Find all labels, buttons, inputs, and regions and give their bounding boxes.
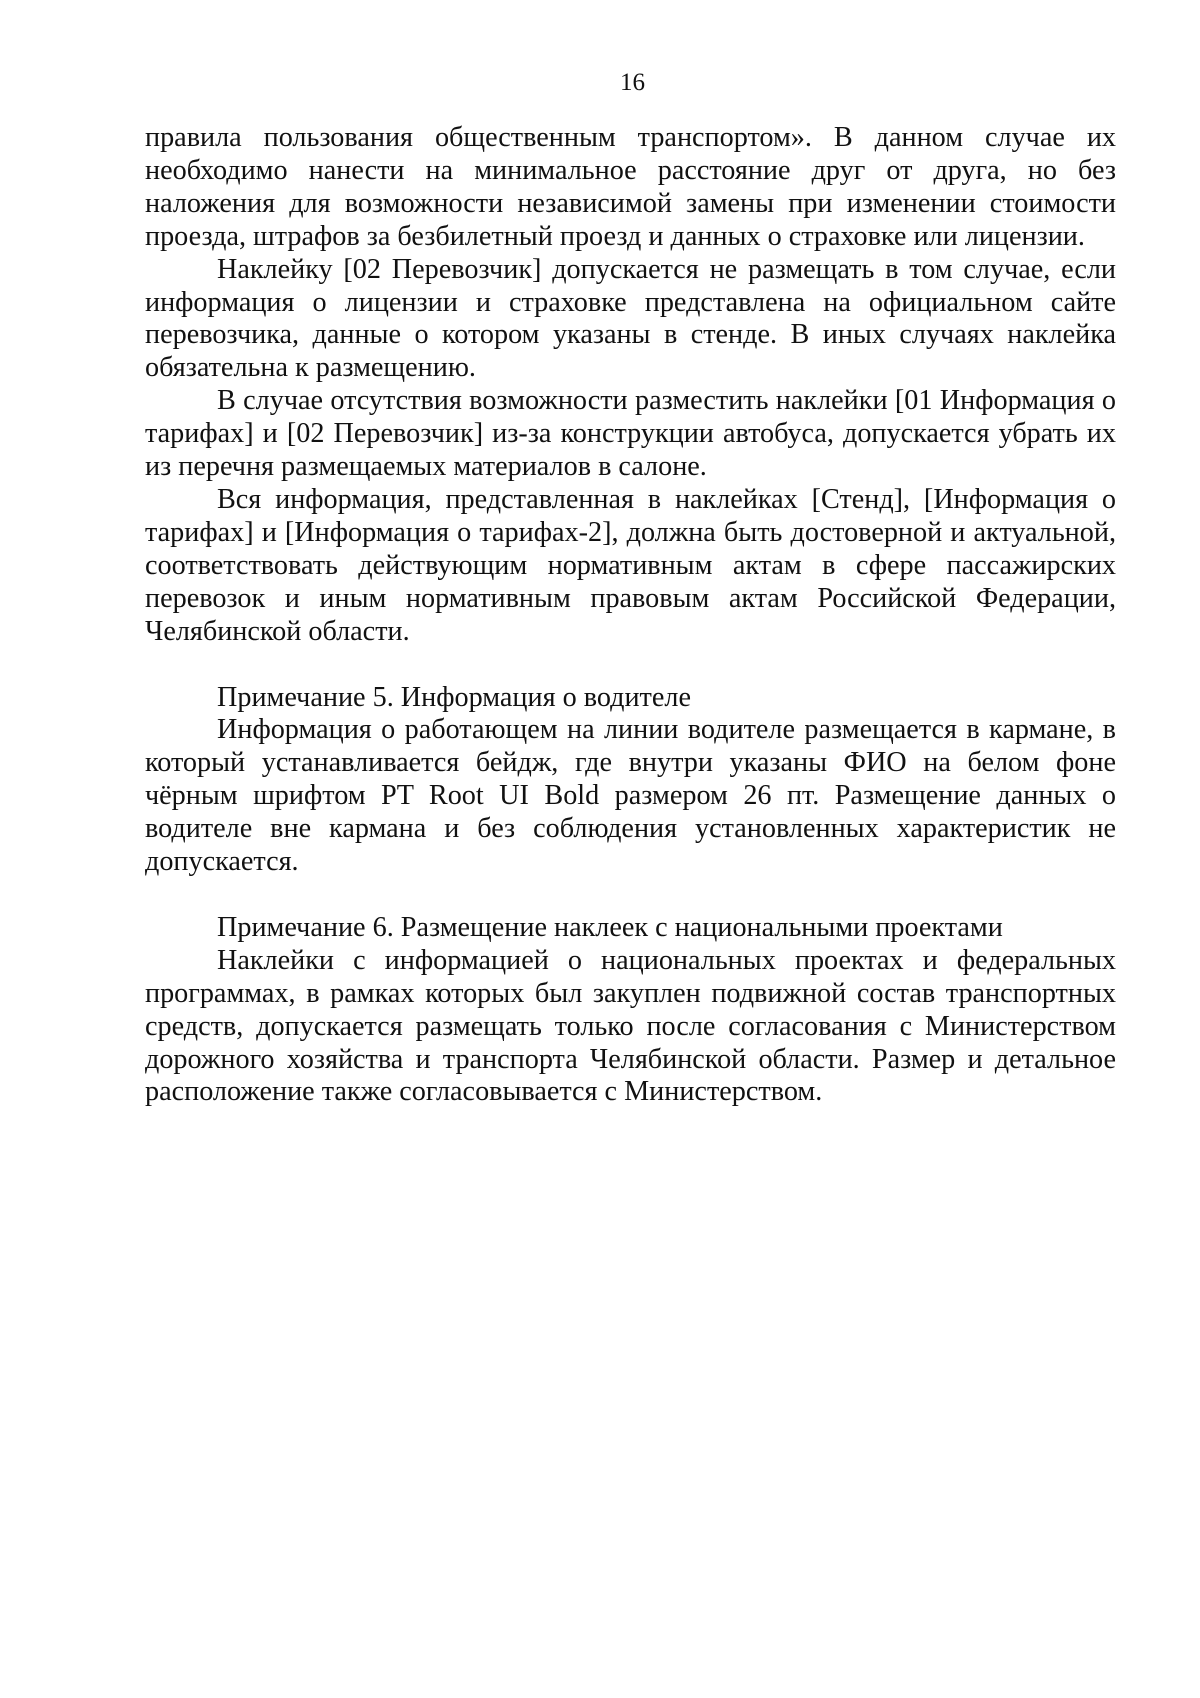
- page-number: 16: [620, 69, 645, 96]
- paragraph-information-accuracy: Вся информация, представленная в наклейках [Стенд], [Информация о тарифах] и [Информация о тарифах-2], должна быть достоверной и актуальной, соответствовать действующим нормативным актам в сфере пассажирских перевозок и иным нормативным правовым актам Российской Федерации, Челябинской области.: [145, 483, 1116, 647]
- paragraph-continuation: правила пользования общественным транспортом». В данном случае их необходимо нанести на минимальное расстояние друг от друга, но без наложения для возможности независимой замены при изменении стоимости проезда, штрафов за безбилетный проезд и данных о страховке или лицензии.: [145, 122, 1116, 252]
- section-spacer: [145, 649, 1116, 682]
- section-spacer: [145, 879, 1116, 912]
- note6-text: Наклейки с информацией о национальных проектах и федеральных программах, в рамках которых был закуплен подвижной состав транспортных средств, допускается размещать только после согласования с Министерством дорожного хозяйства и транспорта Челябинской области. Размер и детальное расположение также согласовывается с Министерством.: [145, 944, 1116, 1108]
- note6-title: Примечание 6. Размещение наклеек с национальными проектами: [217, 911, 1003, 943]
- note5-text: Информация о работающем на линии водителе размещается в кармане, в который устанавливается бейдж, где внутри указаны ФИО на белом фоне чёрным шрифтом PT Root UI Bold размером 26 пт. Размещение данных о водителе вне кармана и без соблюдения установленных характеристик не допускается.: [145, 714, 1116, 878]
- note5-title: Примечание 5. Информация о водителе: [217, 681, 691, 713]
- document-body: [145, 122, 1116, 1109]
- paragraph-no-space-option: В случае отсутствия возможности разместить наклейки [01 Информация о тарифах] и [02 Перевозчик] из-за конструкции автобуса, допускается убрать их из перечня размещаемых материалов в салоне.: [145, 385, 1116, 483]
- paragraph-carrier-sticker: Наклейку [02 Перевозчик] допускается не размещать в том случае, если информация о лицензии и страховке представлена на официальном сайте перевозчика, данные о котором указаны в стенде. В иных случаях наклейка обязательна к размещению.: [145, 253, 1116, 384]
